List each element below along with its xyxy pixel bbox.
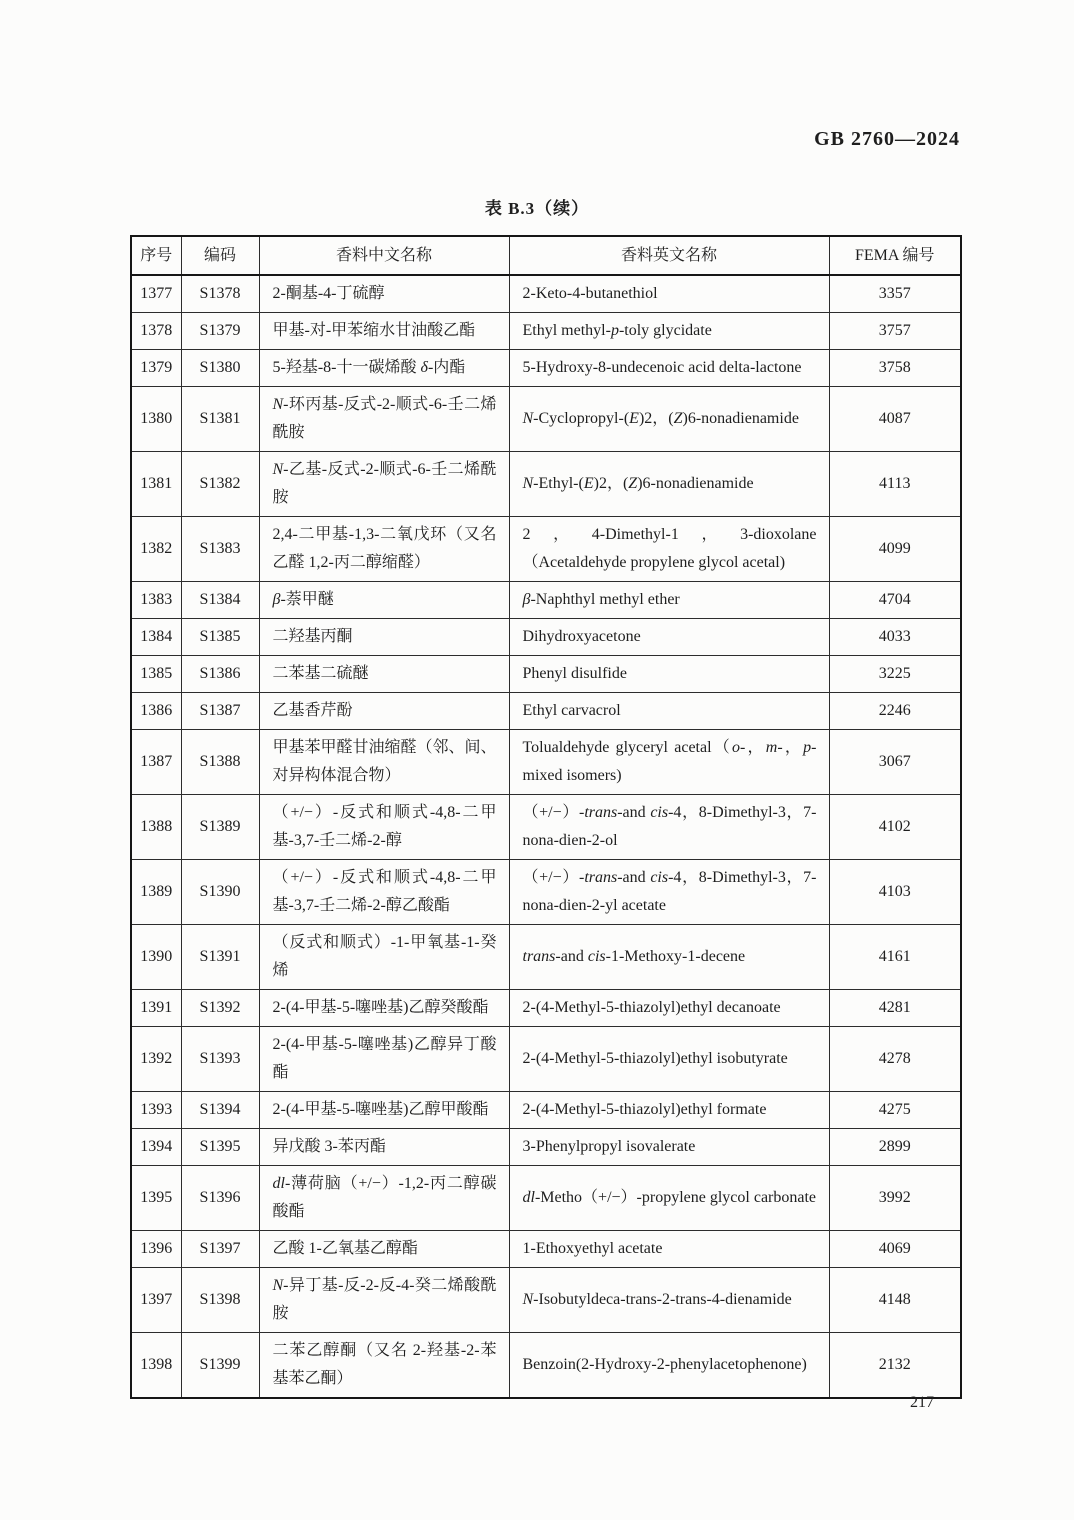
cell-en-name: trans-and cis-1-Methoxy-1-decene xyxy=(509,925,829,990)
cell-fema: 4103 xyxy=(829,860,961,925)
table-row xyxy=(131,1027,961,1092)
cell-fema: 2899 xyxy=(829,1129,961,1166)
cell-fema: 4099 xyxy=(829,517,961,582)
cell-serial: 1395 xyxy=(131,1166,181,1231)
cell-en-name: 5-Hydroxy-8-undecenoic acid delta-lactone xyxy=(509,350,829,387)
cell-en-name: Tolualdehyde glyceryl acetal（o-，m-，p- mixed isomers) xyxy=(509,730,829,795)
table-row xyxy=(131,795,961,860)
cell-cn-name: （+/−）-反式和顺式-4,8-二甲基-3,7-壬二烯-2-醇 xyxy=(259,795,509,860)
cell-serial: 1379 xyxy=(131,350,181,387)
cell-en-name: 2-(4-Methyl-5-thiazolyl)ethyl isobutyrate xyxy=(509,1027,829,1092)
cell-cn-name: 2-(4-甲基-5-噻唑基)乙醇异丁酸酯 xyxy=(259,1027,509,1092)
cell-code: S1379 xyxy=(181,313,259,350)
cell-serial: 1382 xyxy=(131,517,181,582)
cell-en-name: 2，4-Dimethyl-1，3-dioxolane（Acetaldehyde propylene glycol acetal) xyxy=(509,517,829,582)
table-row xyxy=(131,619,961,656)
cell-en-name: 3-Phenylpropyl isovalerate xyxy=(509,1129,829,1166)
cell-cn-name: N-异丁基-反-2-反-4-癸二烯酸酰胺 xyxy=(259,1268,509,1333)
table-header-row xyxy=(131,236,961,275)
cell-en-name: 2-(4-Methyl-5-thiazolyl)ethyl formate xyxy=(509,1092,829,1129)
cell-en-name: 1-Ethoxyethyl acetate xyxy=(509,1231,829,1268)
cell-serial: 1388 xyxy=(131,795,181,860)
cell-code: S1395 xyxy=(181,1129,259,1166)
cell-fema: 4704 xyxy=(829,582,961,619)
cell-serial: 1396 xyxy=(131,1231,181,1268)
cell-code: S1383 xyxy=(181,517,259,582)
cell-en-name: Dihydroxyacetone xyxy=(509,619,829,656)
cell-cn-name: N-乙基-反式-2-顺式-6-壬二烯酰胺 xyxy=(259,452,509,517)
cell-cn-name: 2,4-二甲基-1,3-二氧戊环（又名乙醛 1,2-丙二醇缩醛） xyxy=(259,517,509,582)
cell-serial: 1378 xyxy=(131,313,181,350)
cell-code: S1388 xyxy=(181,730,259,795)
cell-fema: 2246 xyxy=(829,693,961,730)
cell-code: S1399 xyxy=(181,1333,259,1399)
cell-fema: 2132 xyxy=(829,1333,961,1399)
table-row xyxy=(131,452,961,517)
table-row xyxy=(131,1333,961,1399)
cell-code: S1387 xyxy=(181,693,259,730)
table-row xyxy=(131,387,961,452)
cell-fema: 4161 xyxy=(829,925,961,990)
cell-cn-name: 2-(4-甲基-5-噻唑基)乙醇癸酸酯 xyxy=(259,990,509,1027)
cell-code: S1397 xyxy=(181,1231,259,1268)
col-header-cn-name: 香料中文名称 xyxy=(259,236,509,275)
cell-cn-name: β-萘甲醚 xyxy=(259,582,509,619)
table-row xyxy=(131,582,961,619)
table-row xyxy=(131,860,961,925)
cell-code: S1378 xyxy=(181,275,259,313)
cell-code: S1386 xyxy=(181,656,259,693)
page-number: 217 xyxy=(910,1394,934,1411)
table-row xyxy=(131,1268,961,1333)
cell-fema: 3758 xyxy=(829,350,961,387)
cell-en-name: 2-Keto-4-butanethiol xyxy=(509,275,829,313)
cell-en-name: 2-(4-Methyl-5-thiazolyl)ethyl decanoate xyxy=(509,990,829,1027)
cell-cn-name: （反式和顺式）-1-甲氧基-1-癸烯 xyxy=(259,925,509,990)
cell-fema: 3357 xyxy=(829,275,961,313)
cell-fema: 4281 xyxy=(829,990,961,1027)
table-row xyxy=(131,350,961,387)
cell-code: S1381 xyxy=(181,387,259,452)
cell-serial: 1377 xyxy=(131,275,181,313)
cell-cn-name: 甲基-对-甲苯缩水甘油酸乙酯 xyxy=(259,313,509,350)
table-title: 表 B.3（续） xyxy=(484,199,590,218)
cell-serial: 1394 xyxy=(131,1129,181,1166)
cell-serial: 1389 xyxy=(131,860,181,925)
cell-cn-name: 二苯基二硫醚 xyxy=(259,656,509,693)
table-row xyxy=(131,1166,961,1231)
cell-fema: 4148 xyxy=(829,1268,961,1333)
cell-code: S1389 xyxy=(181,795,259,860)
cell-cn-name: （+/−）-反式和顺式-4,8-二甲基-3,7-壬二烯-2-醇乙酸酯 xyxy=(259,860,509,925)
cell-code: S1384 xyxy=(181,582,259,619)
cell-code: S1394 xyxy=(181,1092,259,1129)
cell-serial: 1381 xyxy=(131,452,181,517)
cell-en-name: Ethyl methyl-p-toly glycidate xyxy=(509,313,829,350)
cell-serial: 1386 xyxy=(131,693,181,730)
table-row xyxy=(131,1231,961,1268)
table-body xyxy=(131,275,961,1398)
cell-fema: 4278 xyxy=(829,1027,961,1092)
table-row xyxy=(131,1129,961,1166)
cell-fema: 3225 xyxy=(829,656,961,693)
cell-serial: 1392 xyxy=(131,1027,181,1092)
cell-en-name: Ethyl carvacrol xyxy=(509,693,829,730)
standard-code-label: GB 2760—2024 xyxy=(814,128,960,150)
cell-cn-name: N-环丙基-反式-2-顺式-6-壬二烯酰胺 xyxy=(259,387,509,452)
cell-code: S1385 xyxy=(181,619,259,656)
cell-fema: 4033 xyxy=(829,619,961,656)
table-row xyxy=(131,656,961,693)
cell-serial: 1398 xyxy=(131,1333,181,1399)
cell-serial: 1380 xyxy=(131,387,181,452)
cell-cn-name: 二苯乙醇酮（又名 2-羟基-2-苯基苯乙酮） xyxy=(259,1333,509,1399)
cell-cn-name: 异戊酸 3-苯丙酯 xyxy=(259,1129,509,1166)
cell-serial: 1390 xyxy=(131,925,181,990)
table-row xyxy=(131,517,961,582)
cell-fema: 4087 xyxy=(829,387,961,452)
cell-code: S1380 xyxy=(181,350,259,387)
table-row xyxy=(131,693,961,730)
cell-en-name: N-Isobutyldeca-trans-2-trans-4-dienamide xyxy=(509,1268,829,1333)
cell-cn-name: 乙酸 1-乙氧基乙醇酯 xyxy=(259,1231,509,1268)
col-header-fema: FEMA 编号 xyxy=(829,236,961,275)
cell-fema: 4113 xyxy=(829,452,961,517)
table-row xyxy=(131,1092,961,1129)
cell-code: S1398 xyxy=(181,1268,259,1333)
cell-cn-name: dl-薄荷脑（+/−）-1,2-丙二醇碳酸酯 xyxy=(259,1166,509,1231)
cell-code: S1392 xyxy=(181,990,259,1027)
col-header-code: 编码 xyxy=(181,236,259,275)
table-row xyxy=(131,730,961,795)
cell-en-name: N-Cyclopropyl-(E)2，(Z)6-nonadienamide xyxy=(509,387,829,452)
cell-en-name: Phenyl disulfide xyxy=(509,656,829,693)
cell-code: S1393 xyxy=(181,1027,259,1092)
cell-en-name: β-Naphthyl methyl ether xyxy=(509,582,829,619)
cell-code: S1390 xyxy=(181,860,259,925)
cell-serial: 1393 xyxy=(131,1092,181,1129)
cell-code: S1391 xyxy=(181,925,259,990)
table-row xyxy=(131,275,961,313)
cell-cn-name: 5-羟基-8-十一碳烯酸 δ-内酯 xyxy=(259,350,509,387)
cell-en-name: N-Ethyl-(E)2，(Z)6-nonadienamide xyxy=(509,452,829,517)
cell-cn-name: 乙基香芹酚 xyxy=(259,693,509,730)
flavor-table xyxy=(130,235,962,1399)
cell-cn-name: 2-(4-甲基-5-噻唑基)乙醇甲酸酯 xyxy=(259,1092,509,1129)
table-row xyxy=(131,925,961,990)
cell-serial: 1385 xyxy=(131,656,181,693)
cell-cn-name: 二羟基丙酮 xyxy=(259,619,509,656)
cell-en-name: dl-Metho（+/−）-propylene glycol carbonate xyxy=(509,1166,829,1231)
cell-serial: 1387 xyxy=(131,730,181,795)
cell-en-name: （+/−）-trans-and cis-4，8-Dimethyl-3，7-nona-dien-2-yl acetate xyxy=(509,860,829,925)
cell-fema: 4275 xyxy=(829,1092,961,1129)
cell-en-name: （+/−）-trans-and cis-4，8-Dimethyl-3，7-nona-dien-2-ol xyxy=(509,795,829,860)
cell-fema: 4069 xyxy=(829,1231,961,1268)
table-row xyxy=(131,990,961,1027)
cell-cn-name: 2-酮基-4-丁硫醇 xyxy=(259,275,509,313)
cell-serial: 1383 xyxy=(131,582,181,619)
cell-code: S1396 xyxy=(181,1166,259,1231)
cell-serial: 1397 xyxy=(131,1268,181,1333)
cell-fema: 3067 xyxy=(829,730,961,795)
cell-fema: 4102 xyxy=(829,795,961,860)
cell-cn-name: 甲基苯甲醛甘油缩醛（邻、间、对异构体混合物） xyxy=(259,730,509,795)
table-row xyxy=(131,313,961,350)
col-header-en-name: 香料英文名称 xyxy=(509,236,829,275)
cell-en-name: Benzoin(2-Hydroxy-2-phenylacetophenone) xyxy=(509,1333,829,1399)
cell-serial: 1391 xyxy=(131,990,181,1027)
col-header-serial: 序号 xyxy=(131,236,181,275)
cell-serial: 1384 xyxy=(131,619,181,656)
cell-fema: 3992 xyxy=(829,1166,961,1231)
cell-code: S1382 xyxy=(181,452,259,517)
cell-fema: 3757 xyxy=(829,313,961,350)
